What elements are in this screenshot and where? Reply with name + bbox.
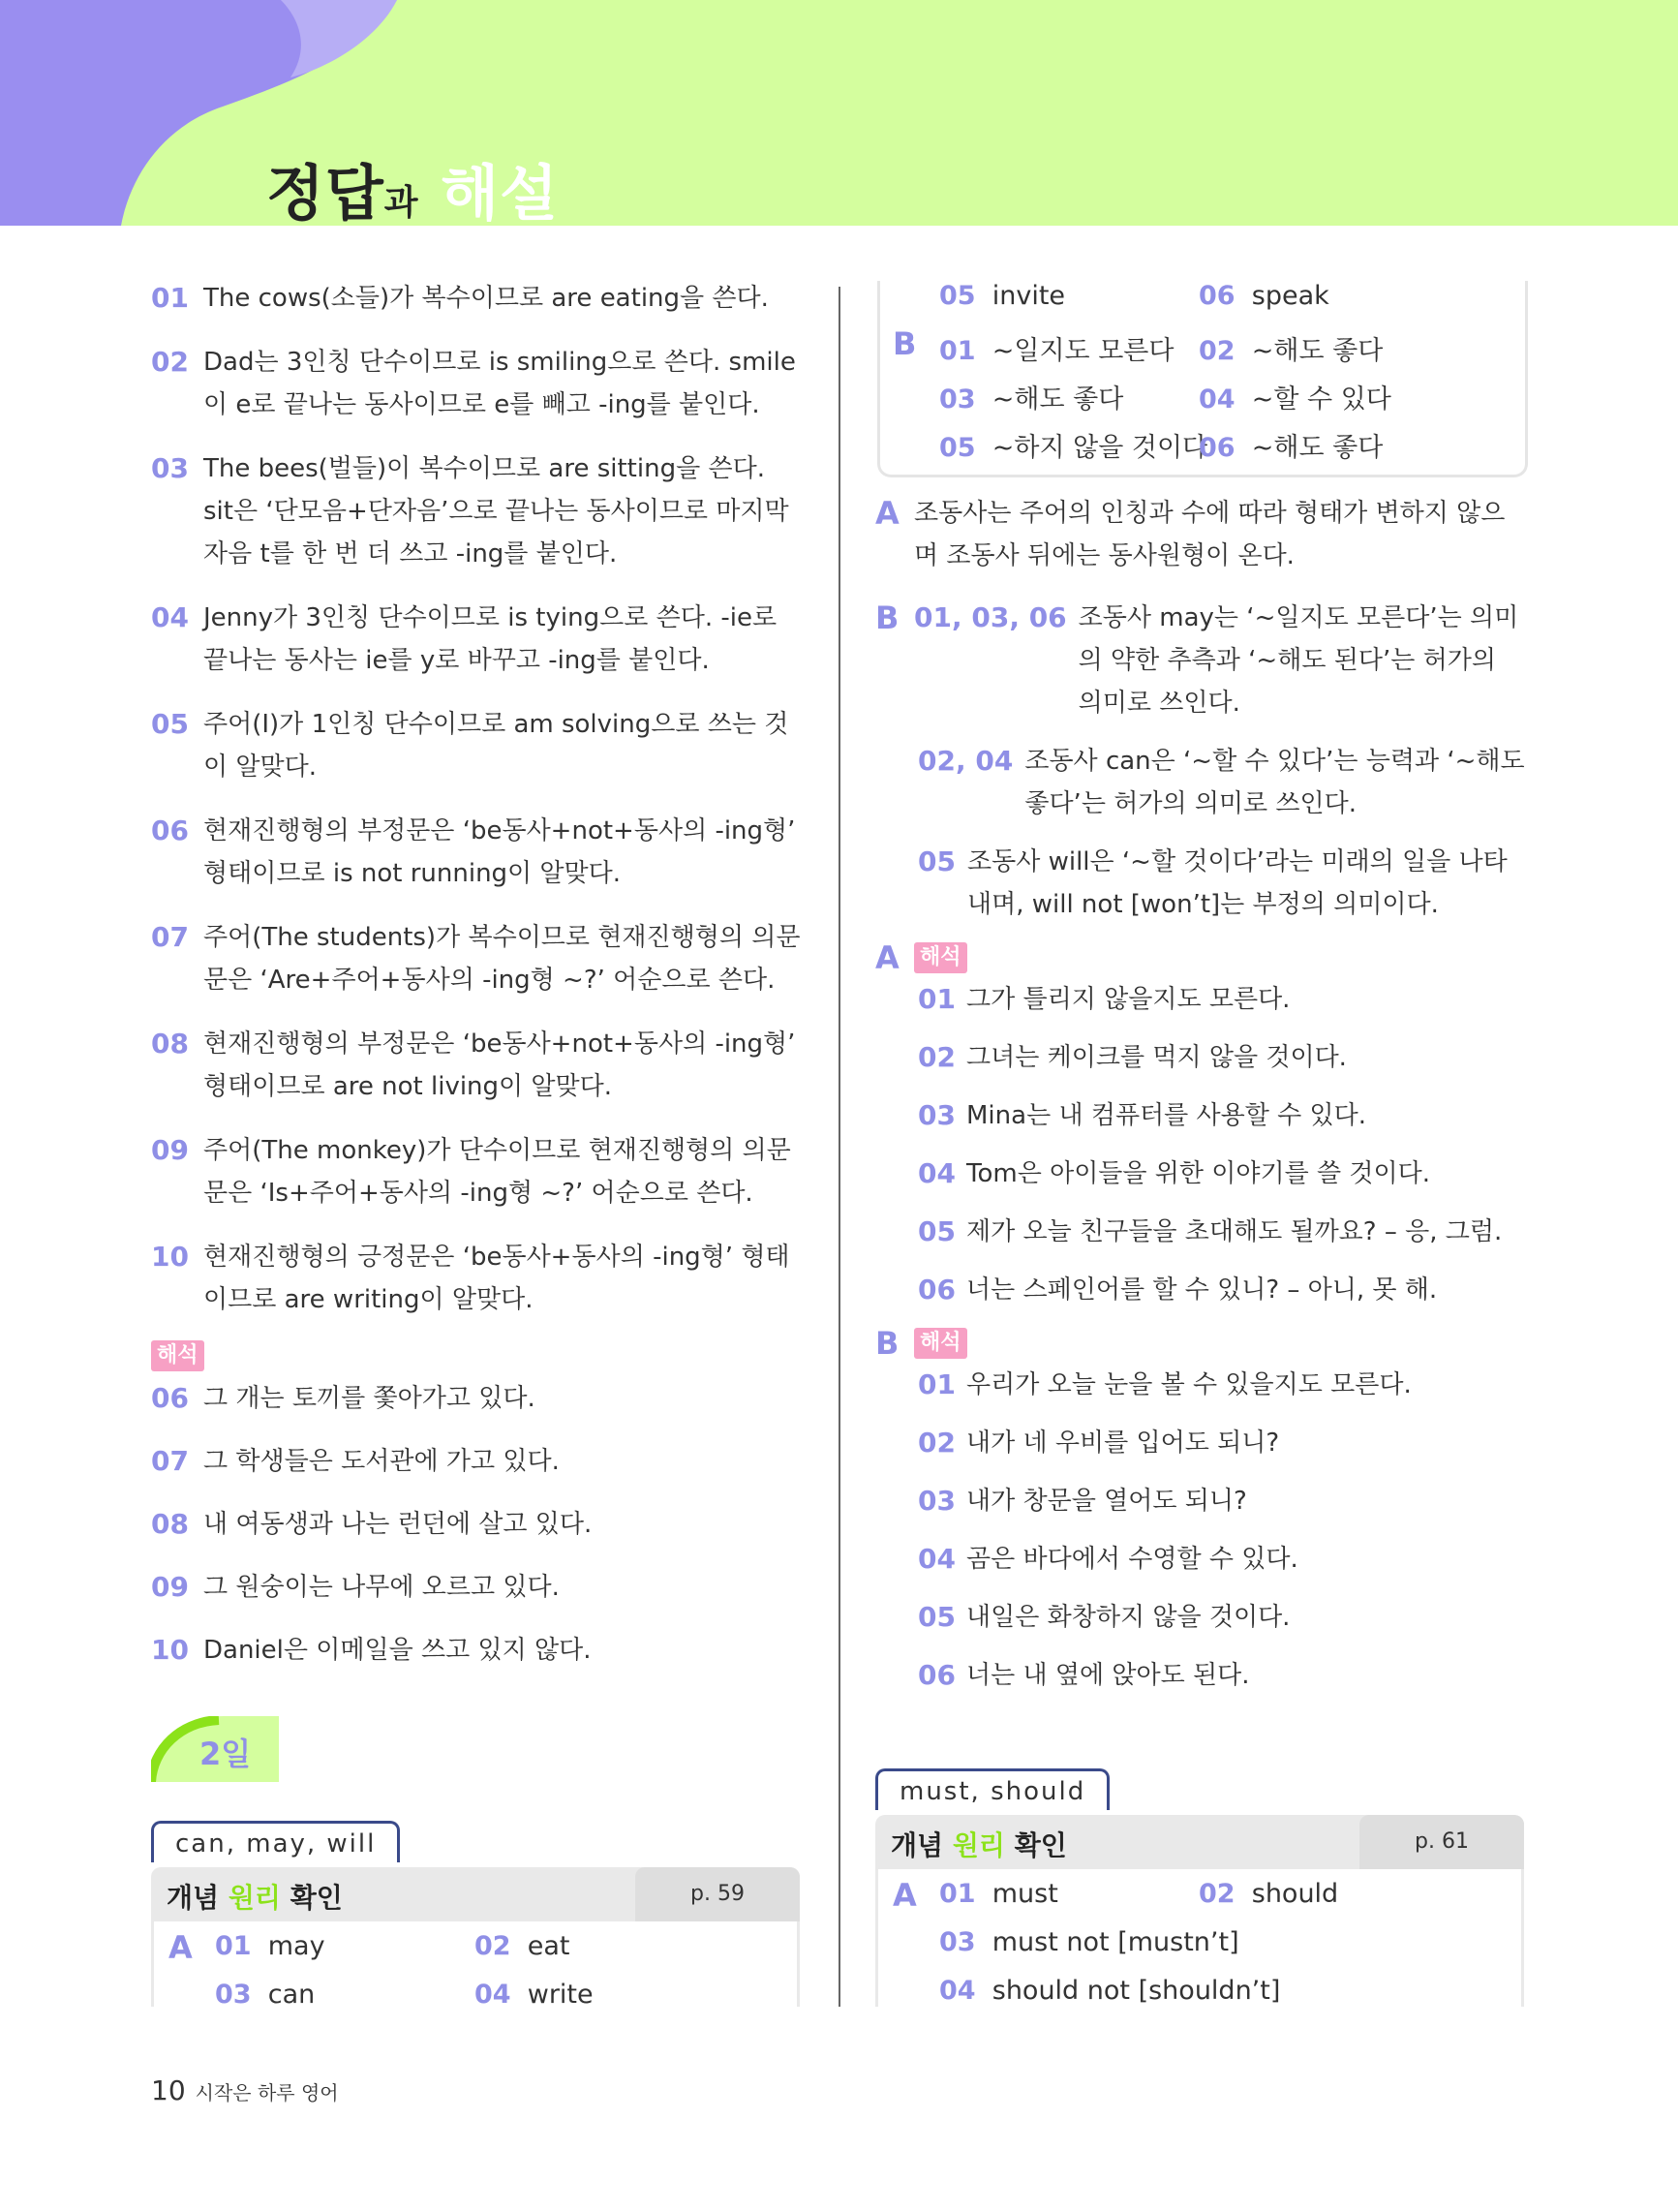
answer-row: 01 may bbox=[215, 1931, 325, 1961]
translation-item: 07 그 학생들은 도서관에 가고 있다. bbox=[151, 1445, 560, 1477]
page-reference: p. 59 bbox=[635, 1867, 800, 1921]
translation-item: 09 그 원숭이는 나무에 오르고 있다. bbox=[151, 1571, 560, 1603]
answer-item: 04 Jenny가 3인칭 단수이므로 is tying으로 쓴다. -ie로 끝나는 동사는 ie를 y로 바꾸고 -ing를 붙인다. bbox=[151, 601, 778, 675]
answer-row: A bbox=[893, 1877, 917, 1914]
translation-item: 04 곰은 바다에서 수영할 수 있다. bbox=[918, 1543, 1298, 1575]
left-column bbox=[151, 277, 802, 1672]
answer-row: 04 write bbox=[474, 1980, 594, 2010]
translation-item: 06 그 개는 토끼를 쫓아가고 있다. bbox=[151, 1382, 535, 1414]
header-decoration bbox=[0, 0, 1678, 226]
day-badge: 2일 bbox=[151, 1716, 279, 1782]
answer-row: 04 should not [shouldn’t] bbox=[939, 1976, 1281, 2006]
explanation-b: B 01, 03, 06 조동사 may는 ‘~일지도 모른다’는 의미의 약한 추측과 ‘~해도 된다’는 허가의 의미로 쓰인다. bbox=[875, 599, 1519, 718]
answer-item: 05 주어(I)가 1인칭 단수이므로 am solving으로 쓰는 것이 알맞다. bbox=[151, 708, 789, 782]
page-footer bbox=[151, 2074, 339, 2106]
translation-item: 01 그가 틀리지 않을지도 모른다. bbox=[918, 983, 1291, 1015]
answer-row: 01 must bbox=[939, 1879, 1058, 1909]
page-title: 정답과 해설 bbox=[266, 158, 559, 226]
haeseok-b-header: B 해석 bbox=[875, 1325, 1526, 1362]
section-tab-must-should: must, should bbox=[875, 1768, 1110, 1810]
answer-item: 10 현재진행형의 긍정문은 ‘be동사+동사의 -ing형’ 형태이므로 are writing이 알맞다. bbox=[151, 1241, 790, 1314]
translation-item: 02 그녀는 케이크를 먹지 않을 것이다. bbox=[918, 1041, 1347, 1073]
answer-row: 05 ~하지 않을 것이다 bbox=[939, 433, 1208, 463]
answer-item: 03 The bees(벌들)이 복수이므로 are sitting을 쓴다. sit은 ‘단모음+단자음’으로 끝나는 동사이므로 마지막 자음 t를 한 번 더 쓰고 -ing를 붙인다. bbox=[151, 452, 789, 568]
concept-header bbox=[875, 1815, 1524, 1869]
page-number: 10 bbox=[151, 2074, 186, 2106]
answer-row: 06 ~해도 좋다 bbox=[1199, 433, 1384, 463]
concept-label: 개념 원리 확인 bbox=[891, 1829, 1067, 1861]
column-divider bbox=[839, 287, 840, 2007]
translation-item: 05 제가 오늘 친구들을 초대해도 될까요? – 응, 그럼. bbox=[918, 1215, 1503, 1247]
translation-item: 05 내일은 화창하지 않을 것이다. bbox=[918, 1601, 1291, 1633]
haeseok-a-header: A 해석 bbox=[875, 939, 1526, 976]
answer-row: 01 ~일지도 모른다 bbox=[939, 336, 1175, 366]
translation-item: 02 내가 네 우비를 입어도 되니? bbox=[918, 1427, 1280, 1459]
page-reference: p. 61 bbox=[1359, 1815, 1524, 1869]
book-title: 시작은 하루 영어 bbox=[195, 2081, 339, 2104]
answer-row: 03 ~해도 좋다 bbox=[939, 384, 1124, 415]
concept-header bbox=[151, 1867, 800, 1921]
answer-row: 04 ~할 수 있다 bbox=[1199, 384, 1391, 415]
answer-item: 08 현재진행형의 부정문은 ‘be동사+not+동사의 -ing형’ 형태이므로 are not living이 알맞다. bbox=[151, 1028, 796, 1101]
answer-row: 02 should bbox=[1199, 1879, 1339, 1909]
right-column bbox=[875, 492, 1526, 1697]
translation-item: 04 Tom은 아이들을 위한 이야기를 쓸 것이다. bbox=[918, 1157, 1431, 1189]
answer-row: B bbox=[893, 325, 917, 362]
answer-row: 02 eat bbox=[474, 1931, 570, 1961]
answer-row: 03 must not [mustn’t] bbox=[939, 1927, 1239, 1957]
answer-item: 02 Dad는 3인칭 단수이므로 is smiling으로 쓴다. smile이 e로 끝나는 동사이므로 e를 빼고 -ing를 붙인다. bbox=[151, 346, 796, 419]
answer-row: 05 invite bbox=[939, 281, 1066, 311]
translation-item: 06 너는 스페인어를 할 수 있니? – 아니, 못 해. bbox=[918, 1274, 1438, 1306]
answer-row: 06 speak bbox=[1199, 281, 1329, 311]
answer-item: 06 현재진행형의 부정문은 ‘be동사+not+동사의 -ing형’ 형태이므로 is not running이 알맞다. bbox=[151, 814, 796, 888]
explanation-b-item: 02, 04 조동사 can은 ‘~할 수 있다’는 능력과 ‘~해도 좋다’는 허가의 의미로 쓰인다. bbox=[918, 745, 1525, 818]
page-header bbox=[0, 0, 1678, 226]
explanation-b-item: 05 조동사 will은 ‘~할 것이다’라는 미래의 일을 나타내며, will not [won’t]는 부정의 의미이다. bbox=[918, 845, 1508, 919]
concept-label: 개념 원리 확인 bbox=[167, 1882, 343, 1914]
haeseok-tag: 해석 bbox=[151, 1340, 802, 1371]
answer-row: 03 can bbox=[215, 1980, 316, 2010]
answer-row: 02 ~해도 좋다 bbox=[1199, 336, 1384, 366]
translation-item: 10 Daniel은 이메일을 쓰고 있지 않다. bbox=[151, 1634, 592, 1666]
answer-item: 09 주어(The monkey)가 단수이므로 현재진행형의 의문문은 ‘Is+주어+동사의 -ing형 ~?’ 어순으로 쓴다. bbox=[151, 1134, 791, 1208]
translation-item: 03 Mina는 내 컴퓨터를 사용할 수 있다. bbox=[918, 1099, 1367, 1131]
translation-item: 01 우리가 오늘 눈을 볼 수 있을지도 모른다. bbox=[918, 1368, 1412, 1400]
answer-item: 01 The cows(소들)가 복수이므로 are eating을 쓴다. bbox=[151, 282, 769, 314]
translation-item: 06 너는 내 옆에 앉아도 된다. bbox=[918, 1659, 1250, 1691]
translation-item: 03 내가 창문을 열어도 되니? bbox=[918, 1485, 1247, 1517]
translation-item: 08 내 여동생과 나는 런던에 살고 있다. bbox=[151, 1508, 593, 1540]
explanation-a: A 조동사는 주어의 인칭과 수에 따라 형태가 변하지 않으며 조동사 뒤에는 동사원형이 온다. bbox=[875, 495, 1506, 570]
answer-row: A bbox=[168, 1929, 193, 1966]
section-tab-can-may-will: can, may, will bbox=[151, 1821, 400, 1862]
answer-item: 07 주어(The students)가 복수이므로 현재진행형의 의문문은 ‘Are+주어+동사의 -ing형 ~?’ 어순으로 쓴다. bbox=[151, 921, 801, 995]
